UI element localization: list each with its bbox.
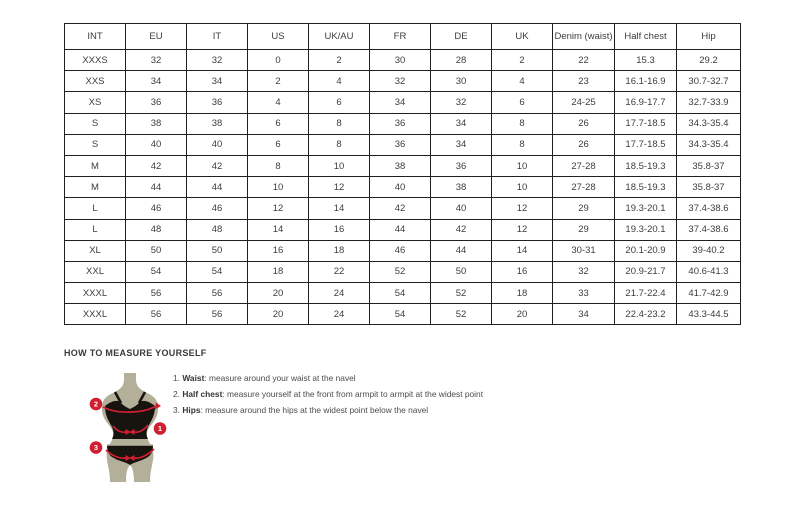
size-cell: 20.9-21.7 bbox=[615, 261, 677, 282]
size-cell: 29.2 bbox=[677, 50, 741, 71]
table-row bbox=[65, 283, 741, 304]
size-cell: 38 bbox=[431, 177, 492, 198]
step-text: : measure around your waist at the navel bbox=[204, 373, 356, 383]
size-cell: 10 bbox=[492, 177, 553, 198]
size-cell: 34 bbox=[126, 71, 187, 92]
size-cell: 29 bbox=[553, 219, 615, 240]
step-text: : measure yourself at the front from armpit to armpit at the widest point bbox=[222, 389, 484, 399]
size-cell: 24 bbox=[309, 304, 370, 325]
column-header: DE bbox=[431, 24, 492, 50]
size-cell: 38 bbox=[126, 113, 187, 134]
size-cell: 52 bbox=[431, 283, 492, 304]
measure-step-half-chest bbox=[173, 386, 483, 402]
size-cell: 20 bbox=[248, 283, 309, 304]
size-cell: 34.3-35.4 bbox=[677, 134, 741, 155]
size-cell: XXXL bbox=[65, 304, 126, 325]
size-cell: 6 bbox=[309, 92, 370, 113]
size-cell: 38 bbox=[370, 155, 431, 176]
size-cell: 2 bbox=[309, 50, 370, 71]
size-cell: 40 bbox=[431, 198, 492, 219]
size-cell: L bbox=[65, 219, 126, 240]
size-cell: 26 bbox=[553, 113, 615, 134]
size-cell: XS bbox=[65, 92, 126, 113]
size-cell: 24-25 bbox=[553, 92, 615, 113]
size-cell: XXXS bbox=[65, 50, 126, 71]
size-cell: 10 bbox=[492, 155, 553, 176]
table-row bbox=[65, 155, 741, 176]
size-cell: 4 bbox=[248, 92, 309, 113]
size-cell: 22 bbox=[553, 50, 615, 71]
size-cell: 15.3 bbox=[615, 50, 677, 71]
size-cell: 34 bbox=[370, 92, 431, 113]
step-text: : measure around the hips at the widest point below the navel bbox=[200, 405, 429, 415]
size-cell: 21.7-22.4 bbox=[615, 283, 677, 304]
size-cell: 56 bbox=[126, 283, 187, 304]
size-cell: S bbox=[65, 134, 126, 155]
step-label: Hips bbox=[182, 405, 201, 415]
column-header: UK/AU bbox=[309, 24, 370, 50]
column-header: INT bbox=[65, 24, 126, 50]
size-cell: 46 bbox=[370, 240, 431, 261]
size-cell: 44 bbox=[431, 240, 492, 261]
size-cell: 19.3-20.1 bbox=[615, 198, 677, 219]
size-cell: 8 bbox=[309, 134, 370, 155]
size-cell: 16.1-16.9 bbox=[615, 71, 677, 92]
size-cell: 56 bbox=[187, 283, 248, 304]
size-cell: 34 bbox=[553, 304, 615, 325]
size-cell: 32 bbox=[431, 92, 492, 113]
step-number: 1. bbox=[173, 373, 180, 383]
size-cell: 32 bbox=[126, 50, 187, 71]
size-cell: L bbox=[65, 198, 126, 219]
column-header: US bbox=[248, 24, 309, 50]
size-chart-table bbox=[64, 23, 741, 325]
size-cell: 16 bbox=[248, 240, 309, 261]
size-cell: 26 bbox=[553, 134, 615, 155]
size-cell: 52 bbox=[431, 304, 492, 325]
size-cell: 8 bbox=[309, 113, 370, 134]
header-row bbox=[65, 24, 741, 50]
size-cell: 10 bbox=[248, 177, 309, 198]
step-number: 3. bbox=[173, 405, 180, 415]
column-header: IT bbox=[187, 24, 248, 50]
size-cell: 8 bbox=[492, 134, 553, 155]
badge-number: 1 bbox=[157, 424, 163, 434]
size-cell: 17.7-18.5 bbox=[615, 134, 677, 155]
size-cell: 36 bbox=[187, 92, 248, 113]
size-cell: 50 bbox=[187, 240, 248, 261]
badge-waist bbox=[154, 422, 167, 435]
size-cell: 22.4-23.2 bbox=[615, 304, 677, 325]
size-cell: 18.5-19.3 bbox=[615, 155, 677, 176]
size-cell: 2 bbox=[248, 71, 309, 92]
table-row bbox=[65, 134, 741, 155]
table-row bbox=[65, 113, 741, 134]
size-cell: 10 bbox=[309, 155, 370, 176]
size-cell: 48 bbox=[126, 219, 187, 240]
size-cell: 36 bbox=[126, 92, 187, 113]
size-cell: 44 bbox=[187, 177, 248, 198]
size-cell: 28 bbox=[431, 50, 492, 71]
size-cell: 14 bbox=[248, 219, 309, 240]
size-cell: 20 bbox=[248, 304, 309, 325]
size-cell: 20.1-20.9 bbox=[615, 240, 677, 261]
size-cell: 34.3-35.4 bbox=[677, 113, 741, 134]
size-cell: 18 bbox=[309, 240, 370, 261]
size-cell: 6 bbox=[492, 92, 553, 113]
size-cell: M bbox=[65, 155, 126, 176]
size-cell: 2 bbox=[492, 50, 553, 71]
size-cell: 36 bbox=[431, 155, 492, 176]
table-row bbox=[65, 261, 741, 282]
size-cell: 48 bbox=[187, 219, 248, 240]
size-cell: 35.8-37 bbox=[677, 155, 741, 176]
size-cell: 40.6-41.3 bbox=[677, 261, 741, 282]
size-cell: 52 bbox=[370, 261, 431, 282]
size-cell: 40 bbox=[187, 134, 248, 155]
size-cell: 17.7-18.5 bbox=[615, 113, 677, 134]
size-cell: 30 bbox=[370, 50, 431, 71]
size-cell: 32 bbox=[187, 50, 248, 71]
table-body bbox=[65, 50, 741, 325]
table-row bbox=[65, 92, 741, 113]
size-cell: 56 bbox=[187, 304, 248, 325]
step-label: Half chest bbox=[182, 389, 223, 399]
size-cell: 16.9-17.7 bbox=[615, 92, 677, 113]
size-cell: 4 bbox=[309, 71, 370, 92]
size-cell: 12 bbox=[492, 198, 553, 219]
size-cell: 16 bbox=[492, 261, 553, 282]
size-cell: 8 bbox=[248, 155, 309, 176]
size-cell: 44 bbox=[370, 219, 431, 240]
column-header: UK bbox=[492, 24, 553, 50]
size-cell: 34 bbox=[187, 71, 248, 92]
column-header: EU bbox=[126, 24, 187, 50]
size-cell: 8 bbox=[492, 113, 553, 134]
size-cell: 32 bbox=[370, 71, 431, 92]
size-cell: 30.7-32.7 bbox=[677, 71, 741, 92]
step-number: 2. bbox=[173, 389, 180, 399]
size-cell: 14 bbox=[309, 198, 370, 219]
size-cell: 18 bbox=[492, 283, 553, 304]
size-cell: 41.7-42.9 bbox=[677, 283, 741, 304]
size-cell: XXS bbox=[65, 71, 126, 92]
size-cell: 33 bbox=[553, 283, 615, 304]
size-cell: 42 bbox=[187, 155, 248, 176]
column-header: Hip bbox=[677, 24, 741, 50]
size-cell: M bbox=[65, 177, 126, 198]
size-cell: 14 bbox=[492, 240, 553, 261]
table-row bbox=[65, 50, 741, 71]
size-cell: XL bbox=[65, 240, 126, 261]
size-cell: 18.5-19.3 bbox=[615, 177, 677, 198]
size-cell: 54 bbox=[126, 261, 187, 282]
size-cell: 46 bbox=[187, 198, 248, 219]
size-cell: 40 bbox=[126, 134, 187, 155]
size-cell: 12 bbox=[309, 177, 370, 198]
size-cell: 42 bbox=[370, 198, 431, 219]
size-cell: XXXL bbox=[65, 283, 126, 304]
size-cell: 30-31 bbox=[553, 240, 615, 261]
size-cell: 32.7-33.9 bbox=[677, 92, 741, 113]
measure-step-waist bbox=[173, 370, 483, 386]
column-header: Denim (waist) bbox=[553, 24, 615, 50]
size-cell: 54 bbox=[370, 304, 431, 325]
size-cell: 34 bbox=[431, 113, 492, 134]
size-cell: 44 bbox=[126, 177, 187, 198]
size-cell: 39-40.2 bbox=[677, 240, 741, 261]
size-cell: 56 bbox=[126, 304, 187, 325]
size-cell: S bbox=[65, 113, 126, 134]
size-cell: 22 bbox=[309, 261, 370, 282]
size-cell: 0 bbox=[248, 50, 309, 71]
size-cell: 30 bbox=[431, 71, 492, 92]
size-cell: 23 bbox=[553, 71, 615, 92]
measure-section-title: HOW TO MEASURE YOURSELF bbox=[64, 348, 207, 358]
measure-steps bbox=[173, 370, 483, 418]
size-cell: XXL bbox=[65, 261, 126, 282]
size-cell: 16 bbox=[309, 219, 370, 240]
size-cell: 43.3-44.5 bbox=[677, 304, 741, 325]
table-row bbox=[65, 198, 741, 219]
size-cell: 37.4-38.6 bbox=[677, 219, 741, 240]
table-row bbox=[65, 177, 741, 198]
size-cell: 27-28 bbox=[553, 177, 615, 198]
size-cell: 54 bbox=[370, 283, 431, 304]
size-cell: 38 bbox=[187, 113, 248, 134]
badge-half-chest bbox=[90, 398, 103, 411]
badge-number: 2 bbox=[93, 399, 99, 409]
table-row bbox=[65, 304, 741, 325]
size-cell: 18 bbox=[248, 261, 309, 282]
size-cell: 37.4-38.6 bbox=[677, 198, 741, 219]
size-cell: 36 bbox=[370, 134, 431, 155]
badge-number: 3 bbox=[93, 443, 99, 453]
size-cell: 54 bbox=[187, 261, 248, 282]
size-cell: 40 bbox=[370, 177, 431, 198]
size-cell: 29 bbox=[553, 198, 615, 219]
size-cell: 6 bbox=[248, 134, 309, 155]
size-cell: 42 bbox=[431, 219, 492, 240]
size-cell: 50 bbox=[126, 240, 187, 261]
size-cell: 19.3-20.1 bbox=[615, 219, 677, 240]
size-cell: 6 bbox=[248, 113, 309, 134]
measurement-mannequin-icon bbox=[76, 366, 186, 491]
size-cell: 12 bbox=[492, 219, 553, 240]
size-cell: 34 bbox=[431, 134, 492, 155]
size-cell: 36 bbox=[370, 113, 431, 134]
badge-hips bbox=[90, 441, 103, 454]
size-cell: 35.8-37 bbox=[677, 177, 741, 198]
size-cell: 4 bbox=[492, 71, 553, 92]
step-label: Waist bbox=[182, 373, 205, 383]
size-cell: 46 bbox=[126, 198, 187, 219]
size-cell: 24 bbox=[309, 283, 370, 304]
size-cell: 32 bbox=[553, 261, 615, 282]
table-row bbox=[65, 240, 741, 261]
size-cell: 20 bbox=[492, 304, 553, 325]
table-row bbox=[65, 219, 741, 240]
size-cell: 12 bbox=[248, 198, 309, 219]
table-row bbox=[65, 71, 741, 92]
size-cell: 42 bbox=[126, 155, 187, 176]
size-cell: 27-28 bbox=[553, 155, 615, 176]
size-cell: 50 bbox=[431, 261, 492, 282]
measure-step-hips bbox=[173, 402, 483, 418]
column-header: FR bbox=[370, 24, 431, 50]
column-header: Half chest bbox=[615, 24, 677, 50]
